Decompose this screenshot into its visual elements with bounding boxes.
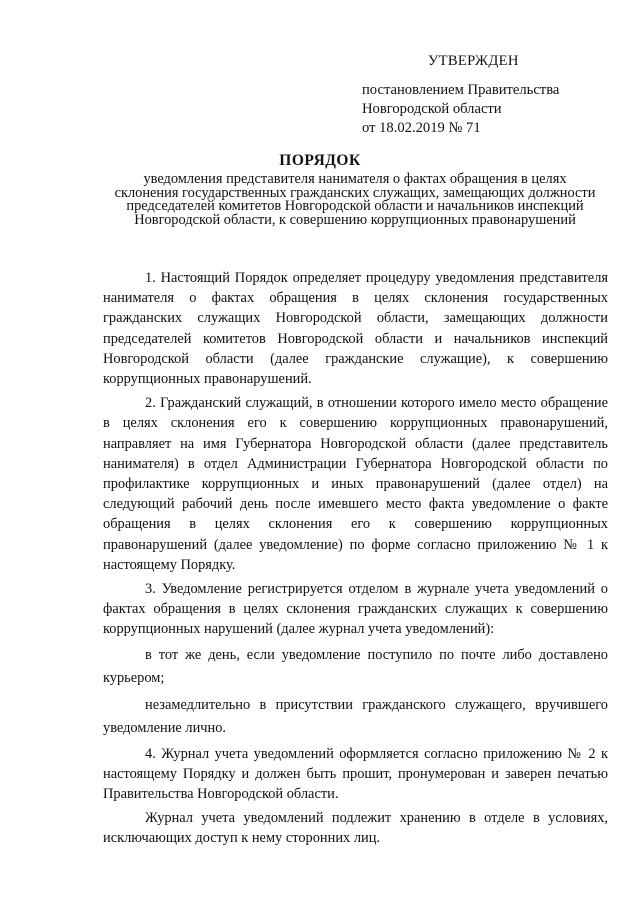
approval-heading: УТВЕРЖДЕН — [428, 53, 519, 69]
document-body — [103, 268, 608, 853]
paragraph-5: Журнал учета уведомлений подлежит хранению в отделе в условиях, исключающих доступ к нему сторонних лиц. — [103, 810, 608, 847]
approval-block — [362, 52, 559, 138]
approval-line-1: постановлением Правительства — [362, 82, 560, 98]
document-title: ПОРЯДОК — [279, 152, 361, 169]
paragraph-3-item-2: незамедлительно в присутствии гражданского служащего, вручившего уведомление лично. — [103, 696, 608, 736]
approval-line-3: от 18.02.2019 № 71 — [362, 120, 481, 136]
paragraph-4: 4. Журнал учета уведомлений оформляется согласно приложению № 2 к настоящему Порядку и должен быть прошит, пронумерован и заверен печатью Правительства Новгородской области. — [103, 745, 608, 803]
paragraph-3-item-1: в тот же день, если уведомление поступило по почте либо доставлено курьером; — [103, 646, 608, 686]
document-subtitle: уведомления представителя нанимателя о фактах обращения в целях склонения государственных гражданских служащих, замещающих должности председателей комитетов Новгородской области и начальников инспекций Новгородской области, к совершению коррупционных правонарушений — [114, 171, 596, 228]
paragraph-1: 1. Настоящий Порядок определяет процедуру уведомления представителя нанимателя о фактах обращения в целях склонения государственных гражданских служащих Новгородской области, замещающих должности председателей комитетов Новгородской области и начальников инспекций Новгородской области (далее гражданские служащие), к совершению коррупционных правонарушений. — [103, 270, 608, 388]
paragraph-2: 2. Гражданский служащий, в отношении которого имело место обращение в целях склонения его к совершению коррупционных правонарушений, направляет на имя Губернатора Новгородской области (далее представитель нанимателя) в отдел Администрации Губернатора Новгородской области по профилактике коррупционных и иных правонарушений (далее отдел) на следующий рабочий день после имевшего место факта уведомление о факте обращения в целях склонения его к совершению коррупционных правонарушений (далее уведомление) по форме согласно приложению № 1 к настоящему Порядку. — [103, 395, 608, 573]
approval-line-2: Новгородской области — [362, 101, 502, 117]
paragraph-3: 3. Уведомление регистрируется отделом в журнале учета уведомлений о фактах обращения в целях склонения гражданских служащих к совершению коррупционных нарушений (далее журнал учета уведомлений): — [103, 581, 608, 638]
